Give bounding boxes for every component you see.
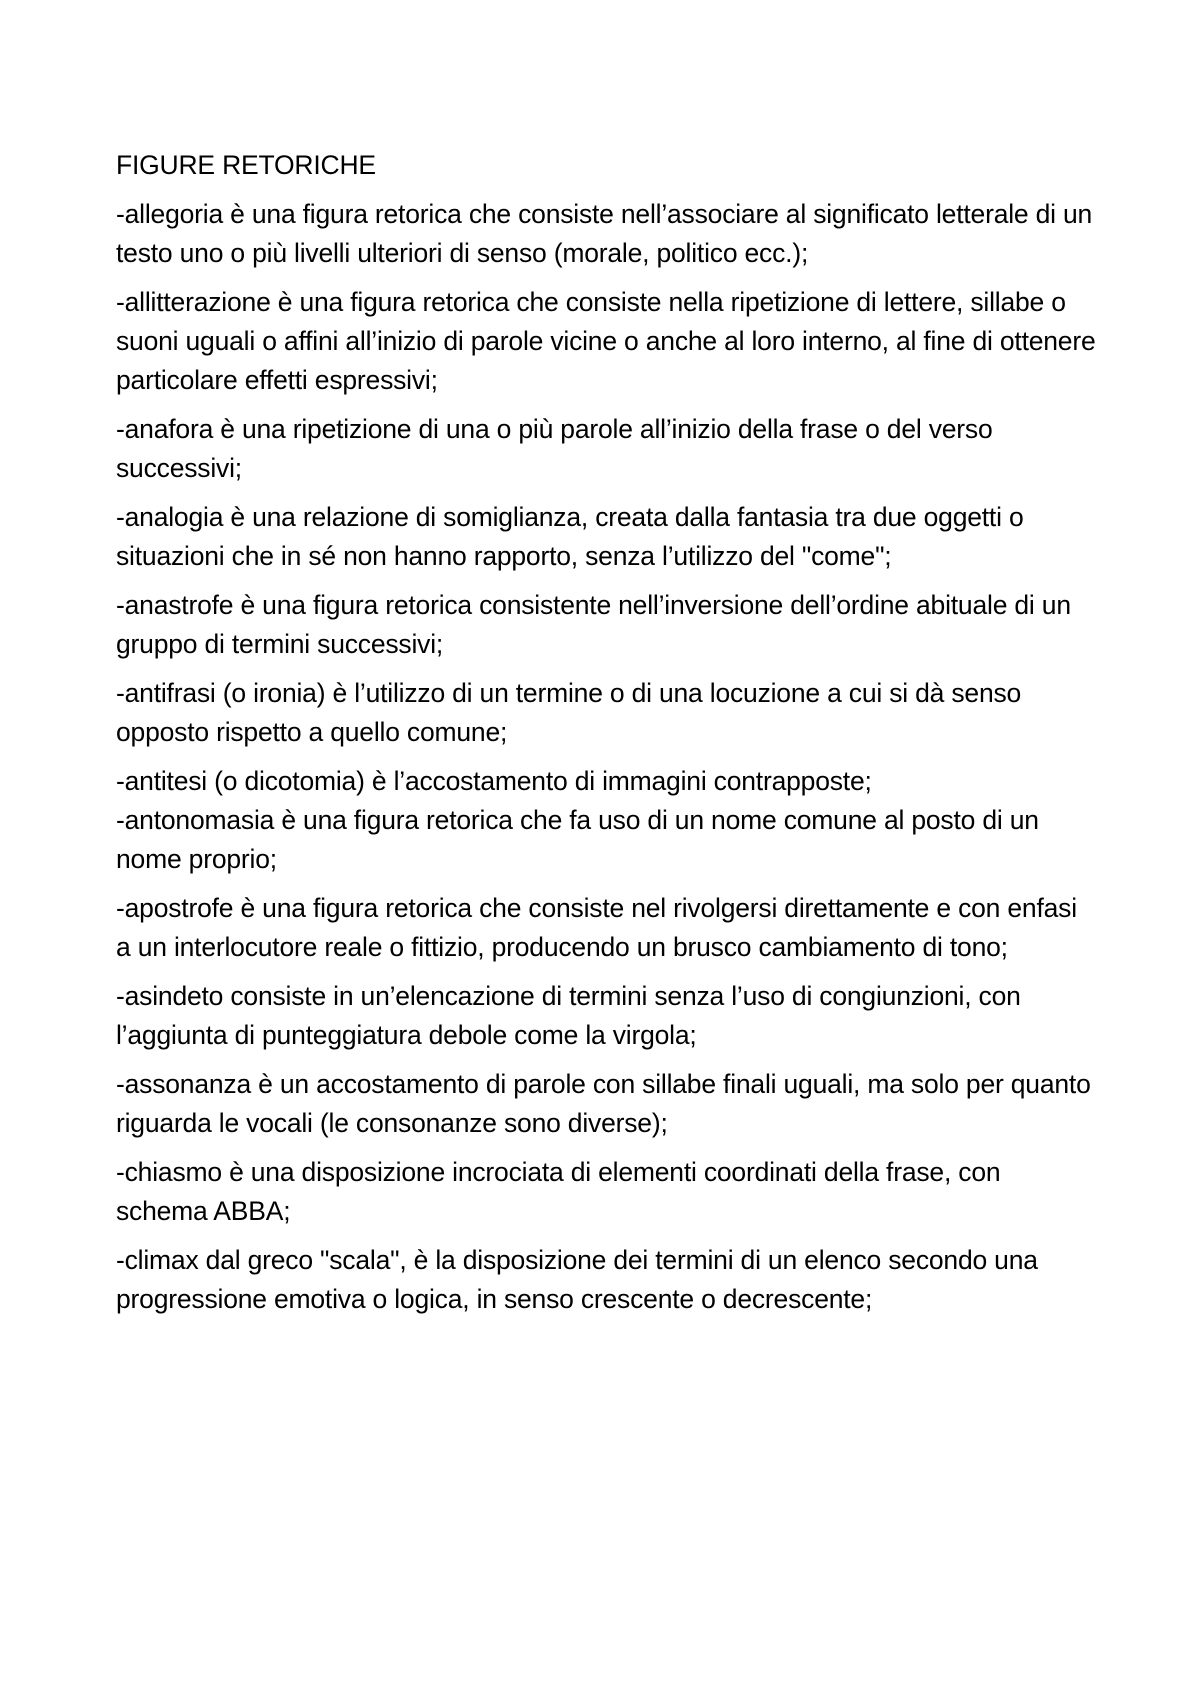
entry-antonomasia: -antonomasia è una figura retorica che fa uso di un nome comune al posto di un nome proprio; <box>116 805 1039 874</box>
entry-allegoria: -allegoria è una figura retorica che consiste nell’associare al significato letterale di un testo uno o più livelli ulteriori di senso (morale, politico ecc.); <box>116 199 1093 268</box>
entry-antifrasi: -antifrasi (o ironia) è l’utilizzo di un termine o di una locuzione a cui si dà senso opposto rispetto a quello comune; <box>116 678 1022 747</box>
entry-apostrofe: -apostrofe è una figura retorica che consiste nel rivolgersi direttamente e con enfasi a un interlocutore reale o fittizio, producendo un brusco cambiamento di tono; <box>116 893 1077 962</box>
entry-antitesi: -antitesi (o dicotomia) è l’accostamento di immagini contrapposte; <box>116 766 872 796</box>
entry-chiasmo: -chiasmo è una disposizione incrociata di elementi coordinati della frase, con schema ABBA; <box>116 1157 1001 1226</box>
entry-climax: -climax dal greco "scala", è la disposizione dei termini di un elenco secondo una progressione emotiva o logica, in senso crescente o decrescente; <box>116 1245 1038 1314</box>
document-title: FIGURE RETORICHE <box>116 150 376 180</box>
document-body <box>116 146 1096 1329</box>
entry-anafora: -anafora è una ripetizione di una o più parole all’inizio della frase o del verso successivi; <box>116 414 993 483</box>
entry-allitterazione: -allitterazione è una figura retorica che consiste nella ripetizione di lettere, sillabe o suoni uguali o affini all’inizio di parole vicine o anche al loro interno, al fine di ottenere particolare effetti espressivi; <box>116 287 1096 395</box>
entry-asindeto: -asindeto consiste in un’elencazione di termini senza l’uso di congiunzioni, con l’aggiunta di punteggiatura debole come la virgola; <box>116 981 1021 1050</box>
entry-analogia: -analogia è una relazione di somiglianza, creata dalla fantasia tra due oggetti o situazioni che in sé non hanno rapporto, senza l’utilizzo del "come"; <box>116 502 1024 571</box>
entry-assonanza: -assonanza è un accostamento di parole con sillabe finali uguali, ma solo per quanto riguarda le vocali (le consonanze sono diverse); <box>116 1069 1091 1138</box>
entry-anastrofe: -anastrofe è una figura retorica consistente nell’inversione dell’ordine abituale di un gruppo di termini successivi; <box>116 590 1071 659</box>
